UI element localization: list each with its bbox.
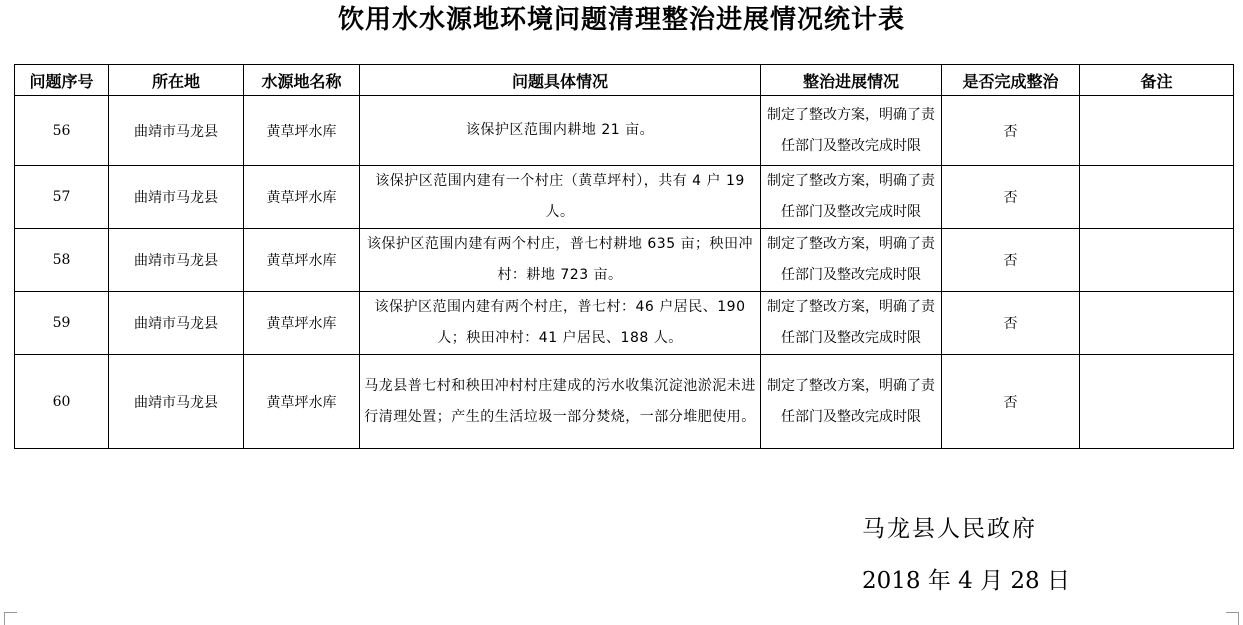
cell-progress: 制定了整改方案，明确了责任部门及整改完成时限 [761,229,942,292]
cell-location: 曲靖市马龙县 [109,166,244,229]
header-source-name: 水源地名称 [244,65,360,96]
cell-issue-detail: 马龙县普七村和秧田冲村村庄建成的污水收集沉淀池淤泥未进行清理处置；产生的生活垃圾一部分焚烧，一部分堆肥使用。 [360,355,761,449]
cell-issue-detail: 该保护区范围内建有两个村庄，普七村：46 户居民、190 人；秧田冲村：41 户居民、188 人。 [360,292,761,355]
cell-progress: 制定了整改方案，明确了责任部门及整改完成时限 [761,96,942,166]
cell-issue-no: 59 [15,292,109,355]
cell-completed: 否 [942,355,1080,449]
cell-issue-no: 56 [15,96,109,166]
header-issue-detail: 问题具体情况 [360,65,761,96]
table-header-row [15,65,1234,96]
crop-mark-bottom-right [1226,612,1239,625]
cell-remarks [1080,292,1234,355]
cell-location: 曲靖市马龙县 [109,96,244,166]
cell-source-name: 黄草坪水库 [244,96,360,166]
table-row [15,292,1234,355]
header-completed: 是否完成整治 [942,65,1080,96]
cell-issue-no: 58 [15,229,109,292]
cell-source-name: 黄草坪水库 [244,166,360,229]
cell-source-name: 黄草坪水库 [244,292,360,355]
cell-location: 曲靖市马龙县 [109,292,244,355]
header-issue-no: 问题序号 [15,65,109,96]
document-title: 饮用水水源地环境问题清理整治进展情况统计表 [337,5,905,35]
cell-completed: 否 [942,96,1080,166]
cell-completed: 否 [942,229,1080,292]
header-location: 所在地 [109,65,244,96]
progress-table [14,64,1234,449]
table-row [15,355,1234,449]
cell-progress: 制定了整改方案，明确了责任部门及整改完成时限 [761,166,942,229]
cell-location: 曲靖市马龙县 [109,355,244,449]
table-row [15,166,1234,229]
signature-organization: 马龙县人民政府 [862,516,1037,542]
cell-remarks [1080,166,1234,229]
cell-issue-no: 57 [15,166,109,229]
header-progress: 整治进展情况 [761,65,942,96]
cell-remarks [1080,96,1234,166]
cell-completed: 否 [942,166,1080,229]
cell-issue-detail: 该保护区范围内耕地 21 亩。 [360,96,761,166]
cell-location: 曲靖市马龙县 [109,229,244,292]
cell-progress: 制定了整改方案，明确了责任部门及整改完成时限 [761,292,942,355]
table-row [15,229,1234,292]
cell-progress: 制定了整改方案，明确了责任部门及整改完成时限 [761,355,942,449]
cell-source-name: 黄草坪水库 [244,355,360,449]
cell-issue-detail: 该保护区范围内建有两个村庄，普七村耕地 635 亩；秧田冲村：耕地 723 亩。 [360,229,761,292]
cell-remarks [1080,229,1234,292]
crop-mark-bottom-left [4,612,17,625]
cell-issue-detail: 该保护区范围内建有一个村庄（黄草坪村），共有 4 户 19 人。 [360,166,761,229]
header-remarks: 备注 [1080,65,1234,96]
cell-issue-no: 60 [15,355,109,449]
cell-completed: 否 [942,292,1080,355]
signature-date: 2018 年 4 月 28 日 [862,568,1070,594]
table-row [15,96,1234,166]
cell-source-name: 黄草坪水库 [244,229,360,292]
cell-remarks [1080,355,1234,449]
